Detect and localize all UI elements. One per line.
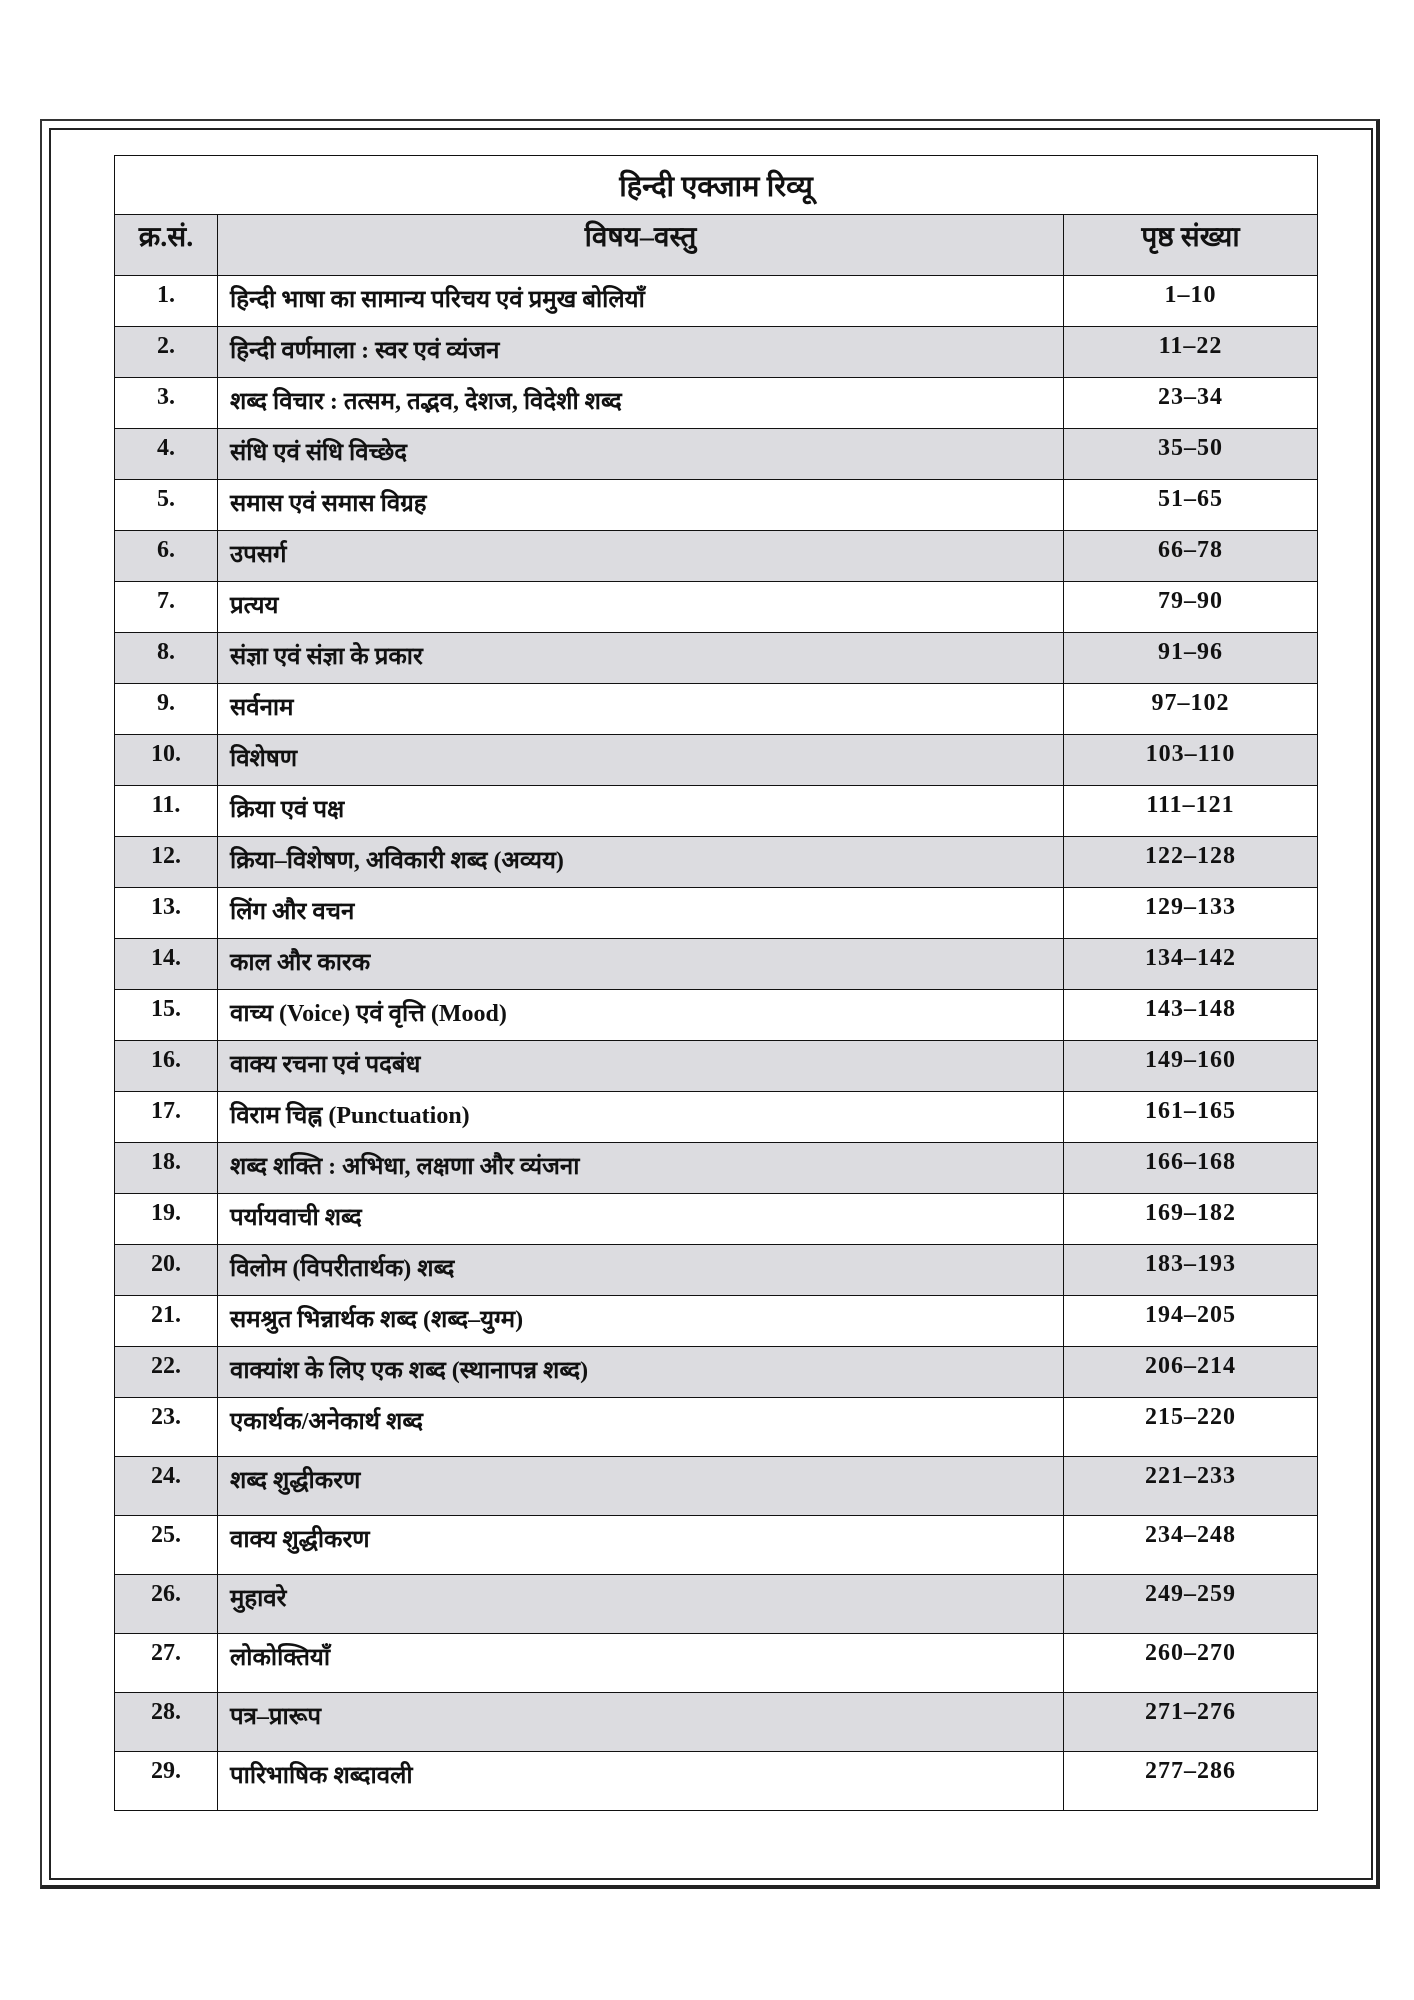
topic-cell: समश्रुत भिन्नार्थक शब्द (शब्द–युग्म): [218, 1296, 1064, 1347]
serial-cell: 28.: [115, 1693, 218, 1752]
table-row: [115, 684, 1318, 735]
serial-cell: 21.: [115, 1296, 218, 1347]
topic-cell: क्रिया एवं पक्ष: [218, 786, 1064, 837]
pages-cell: 149–160: [1064, 1041, 1318, 1092]
table-row: [115, 1457, 1318, 1516]
topic-cell: संधि एवं संधि विच्छेद: [218, 429, 1064, 480]
table-row: [115, 633, 1318, 684]
serial-cell: 4.: [115, 429, 218, 480]
table-row: [115, 735, 1318, 786]
pages-cell: 111–121: [1064, 786, 1318, 837]
serial-cell: 18.: [115, 1143, 218, 1194]
header-topic: विषय–वस्तु: [218, 215, 1064, 276]
pages-cell: 215–220: [1064, 1398, 1318, 1457]
table-row: [115, 1041, 1318, 1092]
table-row: [115, 378, 1318, 429]
header-serial: क्र.सं.: [115, 215, 218, 276]
topic-cell: हिन्दी भाषा का सामान्य परिचय एवं प्रमुख बोलियाँ: [218, 276, 1064, 327]
table-row: [115, 1245, 1318, 1296]
serial-cell: 9.: [115, 684, 218, 735]
pages-cell: 51–65: [1064, 480, 1318, 531]
table-row: [115, 531, 1318, 582]
pages-cell: 91–96: [1064, 633, 1318, 684]
title-row: [115, 156, 1318, 215]
serial-cell: 16.: [115, 1041, 218, 1092]
topic-cell: वाक्य शुद्धीकरण: [218, 1516, 1064, 1575]
table-row: [115, 1296, 1318, 1347]
pages-cell: 103–110: [1064, 735, 1318, 786]
topic-cell: पत्र–प्रारूप: [218, 1693, 1064, 1752]
topic-cell: पर्यायवाची शब्द: [218, 1194, 1064, 1245]
serial-cell: 14.: [115, 939, 218, 990]
pages-cell: 194–205: [1064, 1296, 1318, 1347]
topic-cell: समास एवं समास विग्रह: [218, 480, 1064, 531]
serial-cell: 12.: [115, 837, 218, 888]
serial-cell: 15.: [115, 990, 218, 1041]
serial-cell: 23.: [115, 1398, 218, 1457]
table-row: [115, 1398, 1318, 1457]
topic-cell: वाक्य रचना एवं पदबंध: [218, 1041, 1064, 1092]
pages-cell: 129–133: [1064, 888, 1318, 939]
table-row: [115, 1516, 1318, 1575]
serial-cell: 24.: [115, 1457, 218, 1516]
table-row: [115, 786, 1318, 837]
topic-cell: वाच्य (Voice) एवं वृत्ति (Mood): [218, 990, 1064, 1041]
header-row: [115, 215, 1318, 276]
pages-cell: 79–90: [1064, 582, 1318, 633]
topic-cell: उपसर्ग: [218, 531, 1064, 582]
serial-cell: 19.: [115, 1194, 218, 1245]
serial-cell: 11.: [115, 786, 218, 837]
table-row: [115, 429, 1318, 480]
topic-cell: काल और कारक: [218, 939, 1064, 990]
table-row: [115, 1752, 1318, 1811]
serial-cell: 2.: [115, 327, 218, 378]
pages-cell: 143–148: [1064, 990, 1318, 1041]
topic-cell: क्रिया–विशेषण, अविकारी शब्द (अव्यय): [218, 837, 1064, 888]
pages-cell: 1–10: [1064, 276, 1318, 327]
table-row: [115, 939, 1318, 990]
topic-cell: लिंग और वचन: [218, 888, 1064, 939]
pages-cell: 271–276: [1064, 1693, 1318, 1752]
pages-cell: 206–214: [1064, 1347, 1318, 1398]
table-row: [115, 1634, 1318, 1693]
pages-cell: 221–233: [1064, 1457, 1318, 1516]
serial-cell: 3.: [115, 378, 218, 429]
topic-cell: मुहावरे: [218, 1575, 1064, 1634]
pages-cell: 11–22: [1064, 327, 1318, 378]
topic-cell: सर्वनाम: [218, 684, 1064, 735]
topic-cell: शब्द शुद्धीकरण: [218, 1457, 1064, 1516]
table-row: [115, 276, 1318, 327]
header-pages: पृष्ठ संख्या: [1064, 215, 1318, 276]
contents-table: [114, 155, 1318, 1811]
topic-cell: संज्ञा एवं संज्ञा के प्रकार: [218, 633, 1064, 684]
serial-cell: 13.: [115, 888, 218, 939]
table-row: [115, 1092, 1318, 1143]
topic-cell: प्रत्यय: [218, 582, 1064, 633]
table-row: [115, 1693, 1318, 1752]
pages-cell: 23–34: [1064, 378, 1318, 429]
table-title: हिन्दी एक्जाम रिव्यू: [115, 156, 1318, 215]
serial-cell: 6.: [115, 531, 218, 582]
serial-cell: 17.: [115, 1092, 218, 1143]
topic-cell: एकार्थक/अनेकार्थ शब्द: [218, 1398, 1064, 1457]
serial-cell: 26.: [115, 1575, 218, 1634]
pages-cell: 161–165: [1064, 1092, 1318, 1143]
pages-cell: 134–142: [1064, 939, 1318, 990]
table-row: [115, 1143, 1318, 1194]
topic-cell: शब्द शक्ति : अभिधा, लक्षणा और व्यंजना: [218, 1143, 1064, 1194]
serial-cell: 25.: [115, 1516, 218, 1575]
serial-cell: 22.: [115, 1347, 218, 1398]
pages-cell: 66–78: [1064, 531, 1318, 582]
serial-cell: 7.: [115, 582, 218, 633]
topic-cell: विशेषण: [218, 735, 1064, 786]
topic-cell: हिन्दी वर्णमाला : स्वर एवं व्यंजन: [218, 327, 1064, 378]
serial-cell: 5.: [115, 480, 218, 531]
pages-cell: 35–50: [1064, 429, 1318, 480]
table-row: [115, 837, 1318, 888]
topic-cell: विलोम (विपरीतार्थक) शब्द: [218, 1245, 1064, 1296]
table-row: [115, 1575, 1318, 1634]
topic-cell: वाक्यांश के लिए एक शब्द (स्थानापन्न शब्द): [218, 1347, 1064, 1398]
pages-cell: 234–248: [1064, 1516, 1318, 1575]
pages-cell: 249–259: [1064, 1575, 1318, 1634]
pages-cell: 183–193: [1064, 1245, 1318, 1296]
topic-cell: लोकोक्तियाँ: [218, 1634, 1064, 1693]
table-row: [115, 480, 1318, 531]
topic-cell: पारिभाषिक शब्दावली: [218, 1752, 1064, 1811]
serial-cell: 29.: [115, 1752, 218, 1811]
pages-cell: 277–286: [1064, 1752, 1318, 1811]
pages-cell: 122–128: [1064, 837, 1318, 888]
serial-cell: 20.: [115, 1245, 218, 1296]
table-row: [115, 582, 1318, 633]
pages-cell: 260–270: [1064, 1634, 1318, 1693]
table-row: [115, 888, 1318, 939]
pages-cell: 97–102: [1064, 684, 1318, 735]
serial-cell: 8.: [115, 633, 218, 684]
topic-cell: शब्द विचार : तत्सम, तद्भव, देशज, विदेशी शब्द: [218, 378, 1064, 429]
pages-cell: 166–168: [1064, 1143, 1318, 1194]
serial-cell: 27.: [115, 1634, 218, 1693]
table-row: [115, 327, 1318, 378]
serial-cell: 1.: [115, 276, 218, 327]
topic-cell: विराम चिह्न (Punctuation): [218, 1092, 1064, 1143]
table-row: [115, 1347, 1318, 1398]
table-row: [115, 1194, 1318, 1245]
serial-cell: 10.: [115, 735, 218, 786]
pages-cell: 169–182: [1064, 1194, 1318, 1245]
table-row: [115, 990, 1318, 1041]
